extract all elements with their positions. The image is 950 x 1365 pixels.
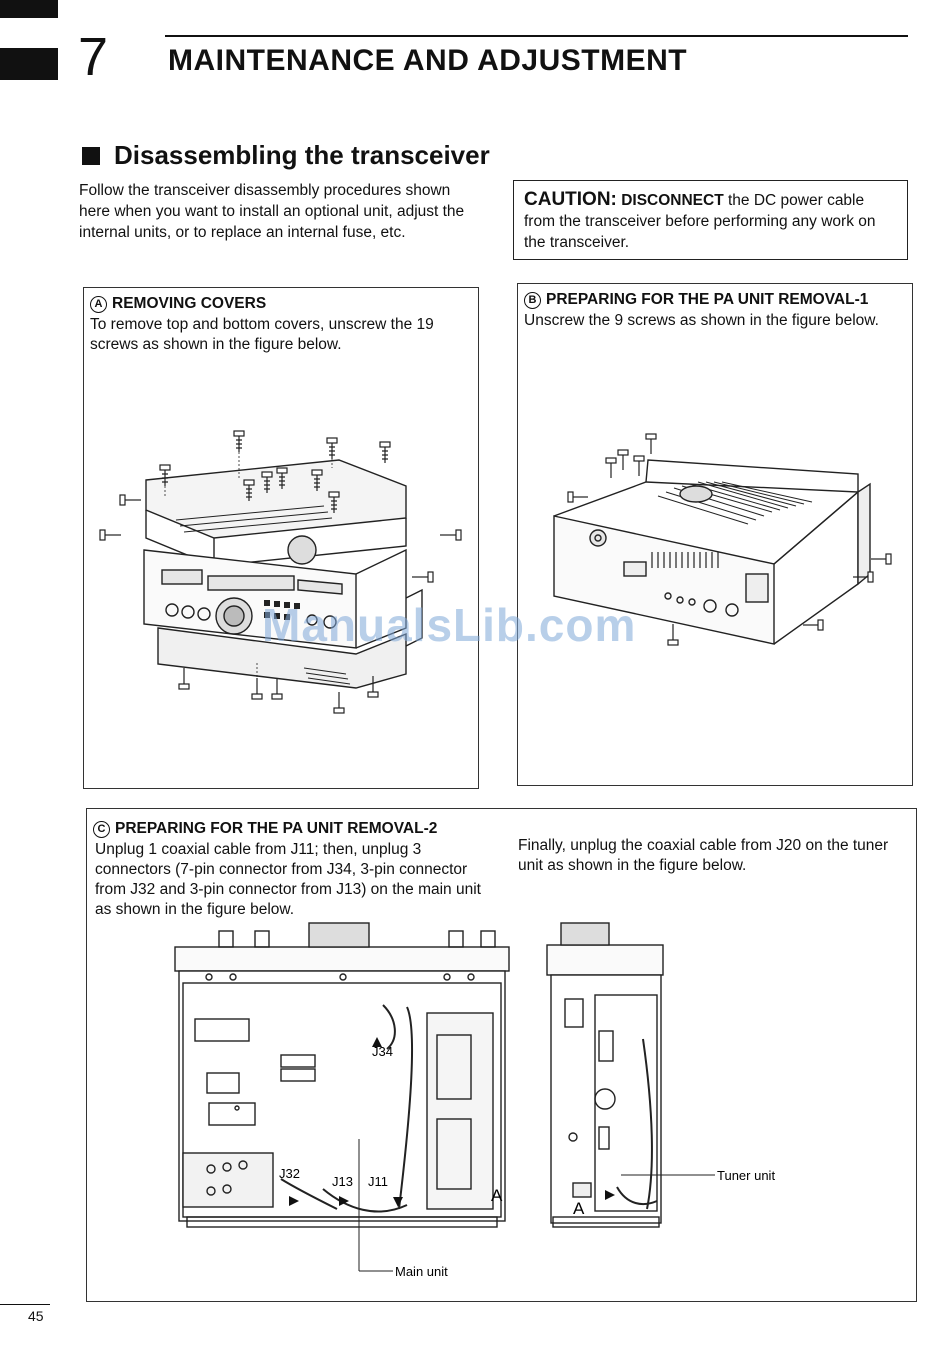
caution-keyword: DISCONNECT <box>621 192 724 209</box>
caution-label: CAUTION: <box>524 189 617 210</box>
panel-c-body-right: Finally, unplug the coaxial cable from J20 on the tuner unit as shown in the figure below. <box>518 837 889 874</box>
panel-b-body: Unscrew the 9 screws as shown in the figure below. <box>524 312 879 329</box>
chapter-tab-mark-top <box>0 0 58 18</box>
label-j34: J34 <box>372 1044 393 1059</box>
section-title: Disassembling the transceiver <box>114 140 490 170</box>
section-heading <box>82 140 490 171</box>
panel-a-letter: A <box>90 296 107 313</box>
header-rule <box>165 35 908 37</box>
caution-text: the DC power cable from the transceiver before performing any work on the transceiver. <box>524 192 876 251</box>
covers-figure <box>84 288 480 790</box>
footer-rule <box>0 1304 50 1305</box>
main-unit-figure <box>87 809 918 1303</box>
panel-pa-removal-1 <box>517 283 913 786</box>
chapter-tab-mark <box>0 48 58 80</box>
label-a-left: A <box>491 1186 503 1205</box>
pa-unit-rear-figure <box>518 284 914 787</box>
chapter-title: MAINTENANCE AND ADJUSTMENT <box>168 44 688 77</box>
label-a-right: A <box>573 1199 585 1218</box>
label-j13: J13 <box>332 1174 353 1189</box>
label-j32: J32 <box>279 1166 300 1181</box>
bullet-square-icon <box>82 147 100 165</box>
panel-c-body: Unplug 1 coaxial cable from J11; then, unplug 3 connectors (7-pin connector from J34, 3-pin connector from J32 and 3-pin connector from J13) on the main unit as shown in the figure below. <box>95 841 481 918</box>
watermark: ManualsLib.com <box>262 599 637 651</box>
panel-c-letter: C <box>93 821 110 838</box>
label-main-unit: Main unit <box>395 1264 448 1279</box>
label-tuner-unit: Tuner unit <box>717 1168 776 1183</box>
page-number: 45 <box>28 1308 44 1324</box>
panel-removing-covers <box>83 287 479 789</box>
panel-c-title: PREPARING FOR THE PA UNIT REMOVAL-2 <box>115 820 438 837</box>
panel-b-title: PREPARING FOR THE PA UNIT REMOVAL-1 <box>546 291 869 308</box>
caution-box <box>513 180 908 260</box>
chapter-number: 7 <box>78 27 109 87</box>
intro-paragraph: Follow the transceiver disassembly procedures shown here when you want to install an optional unit, adjust the internal units, or to replace an internal fuse, etc. <box>79 182 465 241</box>
panel-a-title: REMOVING COVERS <box>112 295 267 312</box>
panel-a-body: To remove top and bottom covers, unscrew the 19 screws as shown in the figure below. <box>90 316 434 353</box>
label-j11: J11 <box>368 1174 388 1189</box>
panel-pa-removal-2 <box>86 808 917 1302</box>
panel-b-letter: B <box>524 292 541 309</box>
